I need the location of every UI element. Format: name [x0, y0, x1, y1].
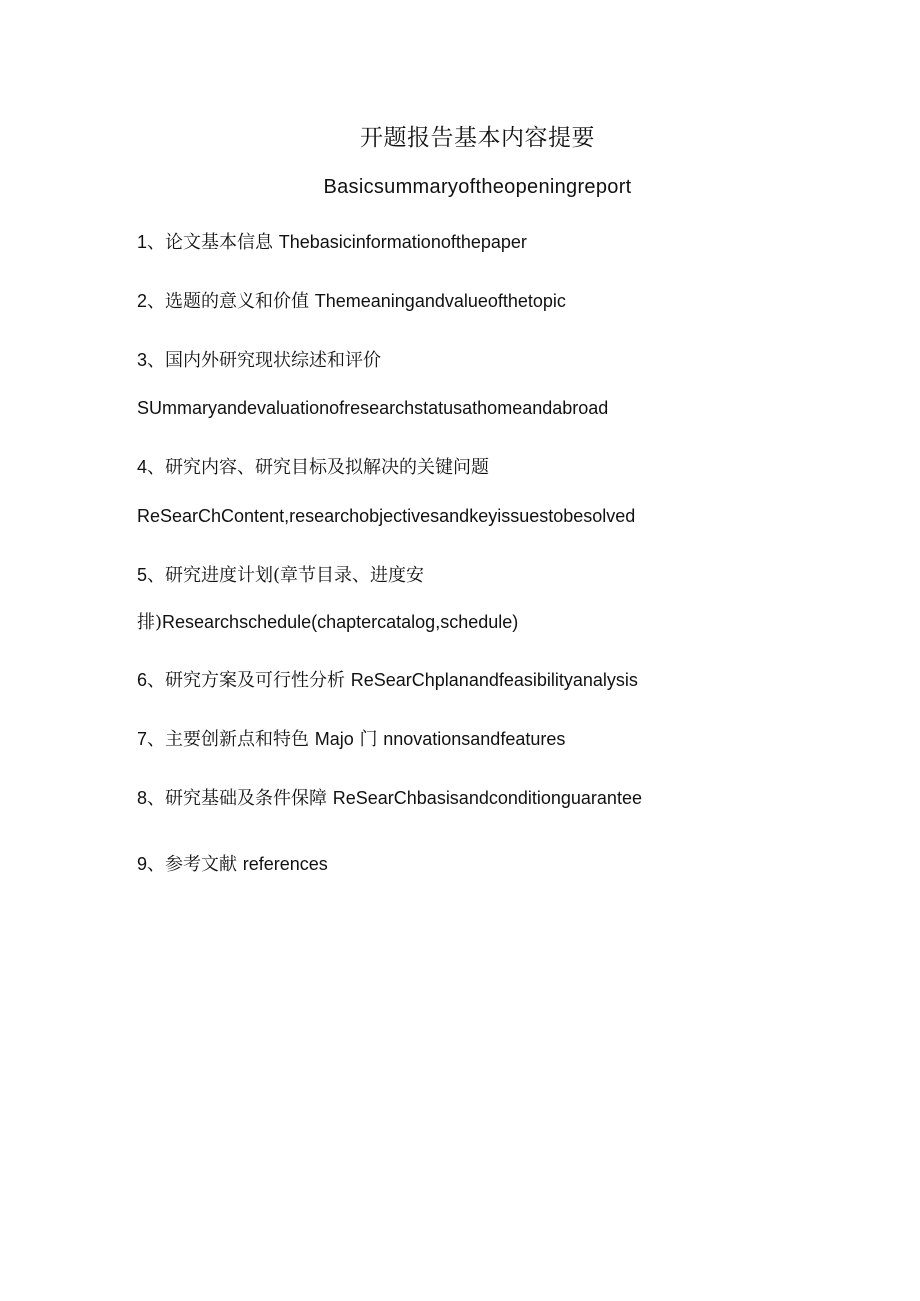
- item-label-english: ReSearChContent,researchobjectivesandkeyissuestobesolved: [137, 506, 636, 526]
- item-number: 1、: [137, 232, 166, 252]
- outline-item-4: [137, 453, 489, 482]
- item-number: 5、: [137, 565, 166, 585]
- item-label-chinese-continued: 排): [137, 612, 163, 633]
- item-number: 3、: [137, 350, 166, 370]
- outline-item-9: [137, 850, 328, 879]
- item-label-english: Researchschedule(chaptercatalog,schedule): [162, 612, 519, 632]
- item-label-english: ReSearChplanandfeasibilityanalysis: [350, 670, 638, 690]
- item-label-chinese: 研究内容、研究目标及拟解决的关键问题: [165, 457, 490, 478]
- item-number: 2、: [137, 291, 166, 311]
- item-label-english: SUmmaryandevaluationofresearchstatusathomeandabroad: [137, 398, 609, 418]
- outline-item-5: [137, 561, 424, 590]
- document-title-english: Basicsummaryoftheopeningreport: [323, 176, 632, 198]
- item-number: 9、: [137, 854, 166, 874]
- item-label-chinese: 研究基础及条件保障: [165, 788, 333, 809]
- item-label-chinese: 研究方案及可行性分析: [165, 670, 351, 691]
- item-label-chinese: 主要创新点和特色: [165, 729, 315, 750]
- item-label-english: ReSearChbasisandconditionguarantee: [332, 788, 642, 808]
- item-number: 7、: [137, 729, 166, 749]
- item-number: 6、: [137, 670, 166, 690]
- outline-item-3-english: [137, 394, 608, 422]
- item-label-chinese: 选题的意义和价值: [165, 291, 315, 312]
- outline-item-1: [137, 228, 527, 257]
- item-label-english-part-a: Majo: [314, 729, 354, 749]
- outline-item-7: [137, 725, 565, 754]
- outline-item-5-continued: [137, 608, 518, 637]
- item-label-chinese: 研究进度计划(章节目录、进度安: [165, 565, 425, 586]
- item-number: 8、: [137, 788, 166, 808]
- outline-item-4-english: [137, 502, 635, 530]
- outline-item-6: [137, 666, 638, 695]
- item-number: 4、: [137, 457, 166, 477]
- item-label-english: Themeaningandvalueofthetopic: [314, 291, 566, 311]
- item-label-english-part-b: nnovationsandfeatures: [383, 729, 566, 749]
- outline-item-8: [137, 784, 642, 813]
- outline-item-3: [137, 346, 381, 375]
- item-label-ocr-glyph: 门: [353, 729, 384, 750]
- item-label-chinese: 国内外研究现状综述和评价: [165, 350, 382, 371]
- item-label-chinese: 论文基本信息: [165, 232, 279, 253]
- item-label-english: references: [242, 854, 328, 874]
- document-title-chinese: 开题报告基本内容提要: [360, 125, 595, 151]
- item-label-chinese: 参考文献: [165, 854, 243, 875]
- outline-item-2: [137, 287, 566, 316]
- item-label-english: Thebasicinformationofthepaper: [278, 232, 527, 252]
